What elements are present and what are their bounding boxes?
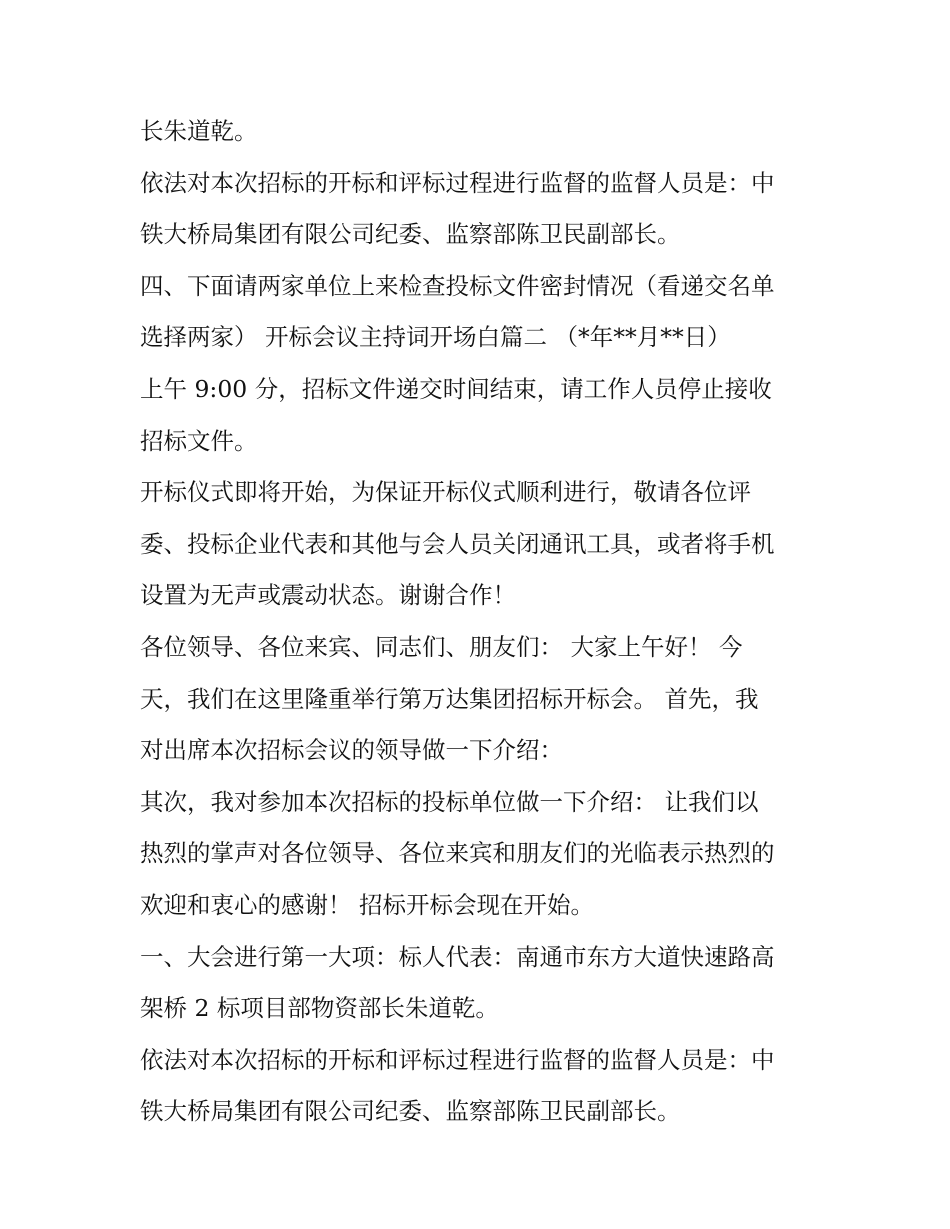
text-line: 设置为无声或震动状态。谢谢合作！: [140, 581, 516, 610]
text-line: 各位领导、各位来宾、同志们、朋友们： 大家上午好！ 今: [140, 632, 743, 661]
text-line: 招标文件。: [140, 426, 258, 455]
text-line: 委、投标企业代表和其他与会人员关闭通讯工具，或者将手机: [140, 529, 775, 558]
text-line: 天，我们在这里隆重举行第万达集团招标开标会。 首先，我: [140, 684, 759, 713]
text-line: 热烈的掌声对各位领导、各位来宾和朋友们的光临表示热烈的: [140, 839, 775, 868]
text-line: 铁大桥局集团有限公司纪委、监察部陈卫民副部长。: [140, 220, 681, 249]
text-line: 选择两家） 开标会议主持词开场白篇二 （*年**月**日）: [140, 323, 731, 352]
text-line: 开标仪式即将开始，为保证开标仪式顺利进行，敬请各位评: [140, 478, 751, 507]
text-line: 其次，我对参加本次招标的投标单位做一下介绍： 让我们以: [140, 787, 759, 816]
text-line: 上午 9:00 分，招标文件递交时间结束，请工作人员停止接收: [140, 374, 772, 403]
text-line: 依法对本次招标的开标和评标过程进行监督的监督人员是：中: [140, 1045, 775, 1074]
document-body: [140, 106, 820, 1138]
text-line: 依法对本次招标的开标和评标过程进行监督的监督人员是：中: [140, 168, 775, 197]
text-line: 长朱道乾。: [140, 117, 258, 145]
text-line: 一、大会进行第一大项：标人代表：南通市东方大道快速路高: [140, 942, 775, 971]
text-line: 铁大桥局集团有限公司纪委、监察部陈卫民副部长。: [140, 1097, 681, 1126]
text-line: 架桥 2 标项目部物资部长朱道乾。: [140, 994, 499, 1023]
text-line: 四、下面请两家单位上来检查投标文件密封情况（看递交名单: [140, 271, 775, 300]
text-line: 欢迎和衷心的感谢！ 招标开标会现在开始。: [140, 890, 594, 919]
text-line: 对出席本次招标会议的领导做一下介绍：: [140, 736, 563, 765]
